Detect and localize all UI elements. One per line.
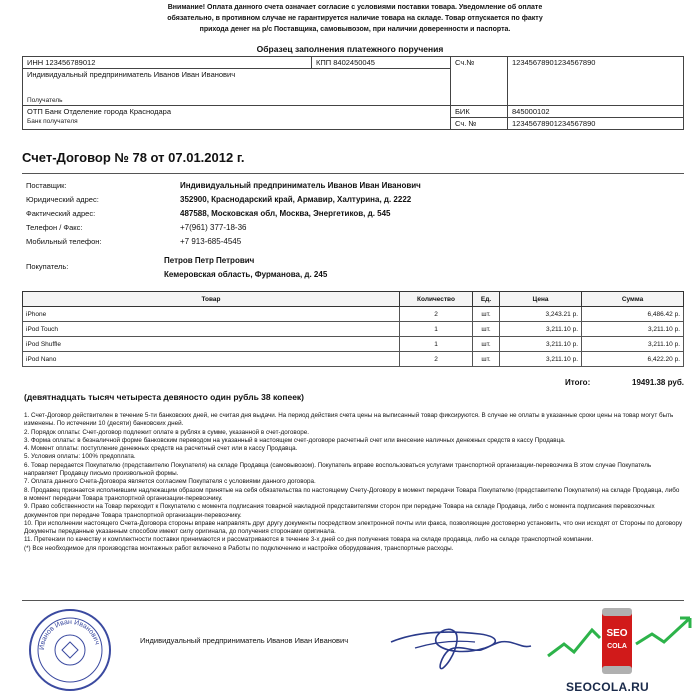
seal-stamp-icon: [28, 608, 112, 692]
notice-line: Внимание! Оплата данного счета означает согласие с условиями поставки товара. Уведомление об оплате: [167, 4, 543, 11]
unit-cell: шт.: [473, 307, 500, 322]
term-item: 5. Условия оплаты: 100% предоплата.: [24, 453, 136, 461]
buyer-label: Покупатель:: [26, 262, 69, 271]
contract-terms: [24, 412, 684, 553]
col-sum: Сумма: [582, 292, 684, 307]
price-cell: 3,243.21 р.: [500, 307, 582, 322]
buyer-name: Петров Петр Петрович: [164, 256, 255, 265]
buyer-address: Кемеровская область, Фурманова, д. 245: [164, 270, 328, 279]
bik-value: 845000102: [508, 106, 684, 118]
document-title: Счет-Договор № 78 от 07.01.2012 г.: [22, 150, 245, 165]
account-label: Сч.№: [451, 57, 508, 106]
term-item: 1. Счет-Договор действителен в течение 5-ти банковских дней, не считая дня выдачи. На период действия счета цены на выписанный товар фиксируются. В случае не оплаты в указанные сроки цены на товар могут быть изменены. По истечении 10 (десяти) банковских дней.: [24, 412, 674, 428]
unit-cell: шт.: [473, 322, 500, 337]
price-cell: 3,211.10 р.: [500, 352, 582, 367]
product-cell: iPhone: [23, 307, 400, 322]
goods-table: [22, 291, 684, 367]
phone-label: Телефон / Факс:: [26, 223, 83, 232]
table-row: [23, 307, 684, 322]
corr-account-value: 12345678901234567890: [508, 118, 684, 130]
quantity-cell: 1: [400, 322, 473, 337]
mobile-value: +7 913-685-4545: [180, 237, 242, 246]
amount-in-words: (девятнадцать тысяч четыреста девяносто один рубль 38 копеек): [24, 392, 305, 402]
payment-sample-title: Образец заполнения платежного поручения: [256, 44, 444, 54]
bank-cell: [23, 106, 451, 130]
actual-address-value: 487588, Московская обл, Москва, Энергетиков, д. 545: [180, 209, 391, 218]
recipient-label: Получатель: [27, 97, 63, 104]
seocola-logo-icon: [540, 604, 698, 680]
logo-text-cola: COLA: [607, 643, 627, 650]
signature-divider: [22, 600, 684, 601]
bank-name: ОТП Банк Отделение города Краснодара: [27, 107, 171, 116]
sum-cell: 6,486.42 р.: [582, 307, 684, 322]
supplier-label: Поставщик:: [26, 181, 67, 190]
quantity-cell: 2: [400, 307, 473, 322]
term-item: 6. Товар передается Покупателю (представителю Покупателя) на складе Продавца (самовывозом). Покупатель вправе воспользоваться услугами транспортной организации-перевозчика В этом случае Покупатель направляет Продавцу письмо произвольной формы.: [24, 461, 652, 478]
product-cell: iPod Shuffle: [23, 337, 400, 352]
term-item: 10. При исполнении настоящего Счета-Договора стороны вправе направлять друг другу документы посредством электронной почты или факса, позволяющие достоверно установить, что они исходят от Стороны по договору Документы переданные указанным способом имеют силу оригинала, до получения сторонами оригинала.: [24, 519, 683, 536]
term-item: 4. Момент оплаты: поступление денежных средств на расчетный счет или в кассу Продавца.: [24, 445, 298, 453]
bank-label: Банк получателя: [27, 118, 78, 125]
actual-address-label: Фактический адрес:: [26, 209, 96, 218]
recipient-cell: [23, 69, 451, 106]
term-item: 8. Продавец признается исполнившим надлежащим образом принятые на себя обязательства по настоящему Счету-Договору в момент передачи Товара Покупателю (представителю Покупателя) на складе Продавца, либо в момент передачи Товара транспортной организации-перевозчику.: [24, 486, 680, 502]
unit-cell: шт.: [473, 352, 500, 367]
sum-cell: 3,211.10 р.: [582, 322, 684, 337]
handwritten-signature-icon: [385, 612, 535, 676]
product-cell: iPod Nano: [23, 352, 400, 367]
term-item: (*) Все необходимое для производства монтажных работ включено в Работы по подключению и настройке оборудования, транспортные расходы.: [24, 544, 454, 552]
payment-notice: [120, 2, 590, 35]
recipient-name: Индивидуальный предприниматель Иванов Иван Иванович: [27, 70, 236, 79]
price-cell: 3,211.10 р.: [500, 322, 582, 337]
corr-account-label: Сч. №: [451, 118, 508, 130]
sum-cell: 3,211.10 р.: [582, 337, 684, 352]
supplier-value: Индивидуальный предприниматель Иванов Иван Иванович: [180, 181, 421, 190]
notice-line: прихода денег на р/с Поставщика, самовывозом, при наличии доверенности и паспорта.: [199, 26, 511, 33]
inn-value: ИНН 123456789012: [27, 58, 96, 67]
phone-value: +7(961) 377-18-36: [180, 223, 247, 232]
quantity-cell: 1: [400, 337, 473, 352]
legal-address-label: Юридический адрес:: [26, 195, 99, 204]
total-label: Итого:: [565, 378, 591, 387]
quantity-cell: 2: [400, 352, 473, 367]
legal-address-value: 352900, Краснодарский край, Армавир, Халтурина, д. 2222: [180, 195, 412, 204]
term-item: 7. Оплата данного Счета-Договора является согласием Покупателя с условиями данного договора.: [24, 478, 316, 486]
account-value: 12345678901234567890: [508, 57, 684, 106]
signature-label: Индивидуальный предприниматель Иванов Иван Иванович: [140, 636, 349, 645]
product-cell: iPod Touch: [23, 322, 400, 337]
total-value: 19491.38 руб.: [632, 378, 684, 387]
term-item: 11. Претензии по качеству и комплектности поставки принимаются и рассматриваются в течение 3-х дней со дня получения товара на складе продавца, либо на складе транспортной компании.: [24, 536, 594, 544]
inn-cell: [23, 57, 312, 69]
col-price: Цена: [500, 292, 582, 307]
mobile-label: Мобильный телефон:: [26, 237, 102, 246]
unit-cell: шт.: [473, 337, 500, 352]
sum-cell: 6,422.20 р.: [582, 352, 684, 367]
col-quantity: Количество: [400, 292, 473, 307]
table-row: [23, 337, 684, 352]
payment-details-table: [22, 56, 684, 130]
table-row: [23, 352, 684, 367]
logo-text-seo: SEO: [606, 628, 628, 639]
table-row: [23, 322, 684, 337]
term-item: 3. Форма оплаты: в безналичной форме банковским переводом на указанный в настоящем счет-договоре расчетный счет или внесение наличных денежных средств в кассу Продавца.: [24, 436, 566, 444]
term-item: 9. Право собственности на Товар переходит к Покупателю с момента подписания товарной накладной представителями сторон при передаче Товара на складе Продавца, либо с момента подписания перевозочных документов при передаче Товара транспортной организации-перевозчику.: [24, 503, 655, 519]
term-item: 2. Порядок оплаты: Счет-договор подлежит оплате в рублях в сумме, указанной в счет-договоре.: [24, 428, 309, 436]
price-cell: 3,211.10 р.: [500, 337, 582, 352]
site-brand[interactable]: SEOCOLA.RU: [566, 680, 650, 694]
bik-label: БИК: [451, 106, 508, 118]
title-divider: [22, 173, 684, 174]
goods-header-row: [23, 292, 684, 307]
seal-text-path: Иванов Иван Иванович: [38, 618, 101, 651]
notice-line: обязательно, в противном случае не гарантируется наличие товара на складе. Товар отпускается по факту: [167, 15, 543, 22]
kpp-value: КПП 8402450045: [316, 58, 375, 67]
col-product: Товар: [23, 292, 400, 307]
kpp-cell: [312, 57, 451, 69]
col-unit: Ед.: [473, 292, 500, 307]
